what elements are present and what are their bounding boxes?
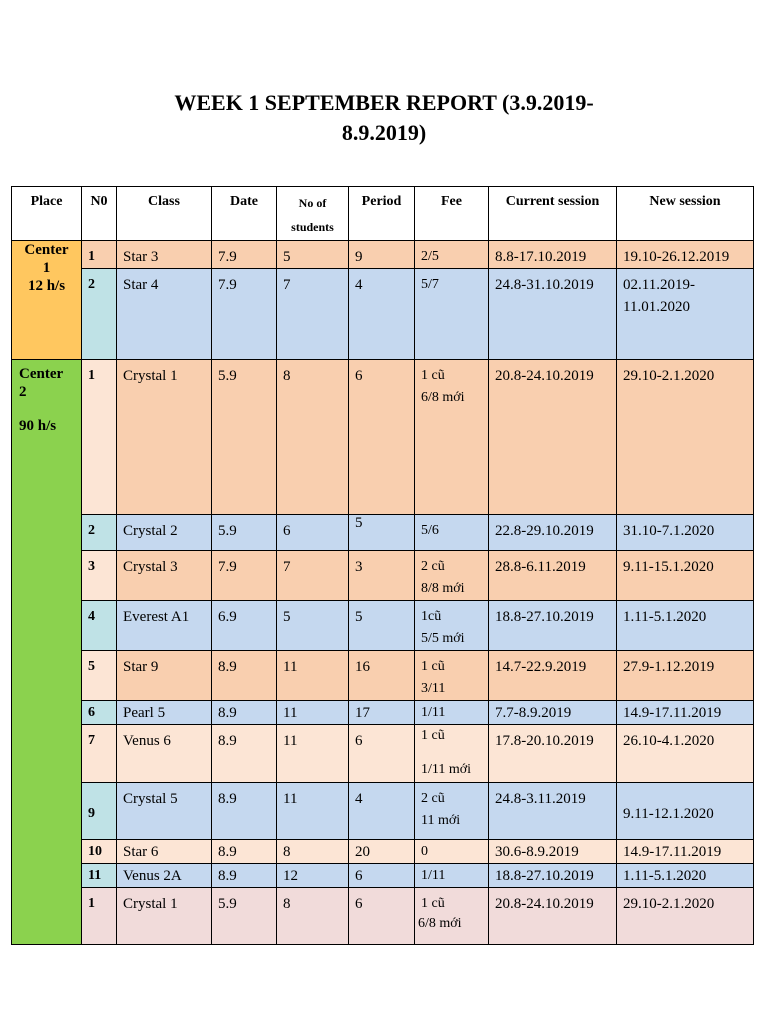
cell-class: Star 4 [117,269,212,360]
cell-date: 5.9 [212,888,277,945]
table-row [12,241,754,269]
cell-new-session: 31.10-7.1.2020 [617,515,754,551]
cell-no: 6 [82,701,117,725]
cell-fee-spacer [421,747,482,759]
cell-current-session: 22.8-29.10.2019 [489,515,617,551]
cell-date: 6.9 [212,601,277,651]
cell-fee-line1: 5/6 [421,523,439,538]
cell-fee-line2: 8/8 mới [421,581,465,596]
cell-class: Star 3 [117,241,212,269]
cell-no: 1 [82,241,117,269]
cell-no: 5 [82,651,117,701]
cell-fee-line1: 1/11 [421,868,446,883]
cell-fee [415,360,489,515]
cell-students: 8 [277,840,349,864]
cell-period: 4 [349,269,415,360]
cell-no: 10 [82,840,117,864]
cell-current-session: 30.6-8.9.2019 [489,840,617,864]
cell-students: 11 [277,783,349,840]
cell-fee-line1: 1 cũ [421,368,445,383]
cell-fee-line2: 3/11 [421,681,446,696]
cell-new-session: 9.11-12.1.2020 [617,783,754,840]
cell-period: 6 [349,864,415,888]
cell-fee-line2: 6/8 mới [418,916,462,931]
place-center-2-line2: 2 [19,384,27,400]
place-center-1-line2: 1 [42,260,51,276]
cell-students: 8 [277,360,349,515]
cell-fee-line1: 1 cũ [421,728,445,743]
cell-fee [415,701,489,725]
cell-class: Star 6 [117,840,212,864]
cell-period-value: 5 [355,515,363,531]
report-title [100,88,668,148]
header-students [277,187,349,241]
cell-students: 7 [277,551,349,601]
table-row [12,725,754,783]
cell-no: 9 [82,783,117,840]
cell-date: 8.9 [212,651,277,701]
report-title-line2: 8.9.2019) [341,120,427,145]
cell-fee [415,651,489,701]
cell-fee-line1: 1/11 [421,705,446,720]
cell-date: 7.9 [212,241,277,269]
cell-fee-line1: 2 cũ [421,559,445,574]
cell-current-session: 28.8-6.11.2019 [489,551,617,601]
cell-new-session-line1: 02.11.2019- [623,277,695,293]
cell-class: Crystal 1 [117,360,212,515]
header-place: Place [12,187,82,241]
header-current-session: Current session [489,187,617,241]
header-fee: Fee [415,187,489,241]
cell-current-session: 17.8-20.10.2019 [489,725,617,783]
cell-students: 6 [277,515,349,551]
cell-current-session: 14.7-22.9.2019 [489,651,617,701]
cell-current-session: 18.8-27.10.2019 [489,864,617,888]
cell-current-session: 7.7-8.9.2019 [489,701,617,725]
cell-fee-line1: 1 cũ [421,896,445,911]
cell-students: 8 [277,888,349,945]
cell-date: 8.9 [212,701,277,725]
cell-fee [415,241,489,269]
cell-no: 3 [82,551,117,601]
cell-no: 4 [82,601,117,651]
cell-no: 1 [82,888,117,945]
cell-class: Venus 2A [117,864,212,888]
table-row [12,783,754,840]
cell-students: 11 [277,725,349,783]
table-row [12,888,754,945]
cell-class: Pearl 5 [117,701,212,725]
cell-fee-line2: 1/11 mới [421,762,472,777]
cell-students: 7 [277,269,349,360]
cell-new-session-line2: 11.01.2020 [623,299,690,315]
cell-fee-line2: 11 mới [421,813,461,828]
table-row [12,701,754,725]
cell-fee [415,601,489,651]
cell-current-session: 18.8-27.10.2019 [489,601,617,651]
cell-period: 16 [349,651,415,701]
cell-date: 8.9 [212,725,277,783]
cell-period: 3 [349,551,415,601]
place-center-2 [12,360,82,945]
cell-period: 9 [349,241,415,269]
cell-period: 17 [349,701,415,725]
cell-fee [415,551,489,601]
place-center-1-line3: 12 h/s [27,278,66,294]
cell-fee-line1: 1 cũ [421,659,445,674]
header-date: Date [212,187,277,241]
cell-students: 12 [277,864,349,888]
cell-class: Crystal 2 [117,515,212,551]
table-row [12,601,754,651]
place-center-2-gap [19,401,75,417]
cell-period [349,515,415,551]
header-students-line2: students [291,220,334,234]
cell-no: 2 [82,269,117,360]
cell-period: 5 [349,601,415,651]
cell-current-session: 20.8-24.10.2019 [489,888,617,945]
cell-no: 11 [82,864,117,888]
cell-new-session: 1.11-5.1.2020 [617,601,754,651]
place-center-1-line1: Center [24,242,69,258]
table-row [12,269,754,360]
cell-date: 7.9 [212,269,277,360]
report-title-line1: WEEK 1 SEPTEMBER REPORT (3.9.2019- [174,90,594,115]
cell-class: Venus 6 [117,725,212,783]
cell-new-session [617,269,754,360]
table-row [12,864,754,888]
header-no: N0 [82,187,117,241]
place-center-1 [12,241,82,360]
header-row [12,187,754,241]
cell-class: Everest A1 [117,601,212,651]
table-row [12,515,754,551]
cell-fee [415,888,489,945]
cell-fee-line1: 2/5 [421,249,439,264]
cell-period: 20 [349,840,415,864]
cell-new-session: 1.11-5.1.2020 [617,864,754,888]
cell-class: Crystal 3 [117,551,212,601]
cell-period: 6 [349,360,415,515]
cell-fee [415,864,489,888]
cell-fee-line1: 2 cũ [421,791,445,806]
cell-no: 2 [82,515,117,551]
cell-fee [415,269,489,360]
cell-fee [415,840,489,864]
header-class: Class [117,187,212,241]
place-center-2-line1: Center [19,366,64,382]
cell-date: 7.9 [212,551,277,601]
report-table [11,186,754,945]
cell-date: 8.9 [212,783,277,840]
cell-fee [415,515,489,551]
cell-fee [415,783,489,840]
cell-fee-line1: 5/7 [421,277,439,292]
cell-no: 1 [82,360,117,515]
cell-new-session: 29.10-2.1.2020 [617,888,754,945]
cell-fee-line1: 0 [421,844,428,859]
cell-new-session: 29.10-2.1.2020 [617,360,754,515]
place-center-2-line3: 90 h/s [19,418,57,434]
cell-class: Star 9 [117,651,212,701]
cell-students: 5 [277,241,349,269]
cell-new-session: 14.9-17.11.2019 [617,840,754,864]
cell-class: Crystal 1 [117,888,212,945]
table-row [12,551,754,601]
cell-fee-line1: 1cũ [421,609,442,624]
cell-fee-line2: 6/8 mới [421,390,465,405]
table-row [12,360,754,515]
cell-date: 8.9 [212,864,277,888]
table-row [12,840,754,864]
header-new-session: New session [617,187,754,241]
table-row [12,651,754,701]
cell-period: 6 [349,888,415,945]
cell-fee [415,725,489,783]
cell-period: 6 [349,725,415,783]
cell-students: 11 [277,651,349,701]
cell-no: 7 [82,725,117,783]
cell-students: 5 [277,601,349,651]
cell-new-session: 14.9-17.11.2019 [617,701,754,725]
cell-new-session: 9.11-15.1.2020 [617,551,754,601]
cell-date: 5.9 [212,515,277,551]
header-period: Period [349,187,415,241]
cell-students: 11 [277,701,349,725]
cell-new-session: 27.9-1.12.2019 [617,651,754,701]
cell-current-session: 24.8-3.11.2019 [489,783,617,840]
cell-class: Crystal 5 [117,783,212,840]
cell-current-session: 24.8-31.10.2019 [489,269,617,360]
cell-date: 8.9 [212,840,277,864]
cell-new-session: 26.10-4.1.2020 [617,725,754,783]
cell-current-session: 20.8-24.10.2019 [489,360,617,515]
cell-fee-line2: 5/5 mới [421,631,465,646]
cell-new-session: 19.10-26.12.2019 [617,241,754,269]
cell-period: 4 [349,783,415,840]
cell-date: 5.9 [212,360,277,515]
header-students-line1: No of [298,196,327,210]
cell-current-session: 8.8-17.10.2019 [489,241,617,269]
